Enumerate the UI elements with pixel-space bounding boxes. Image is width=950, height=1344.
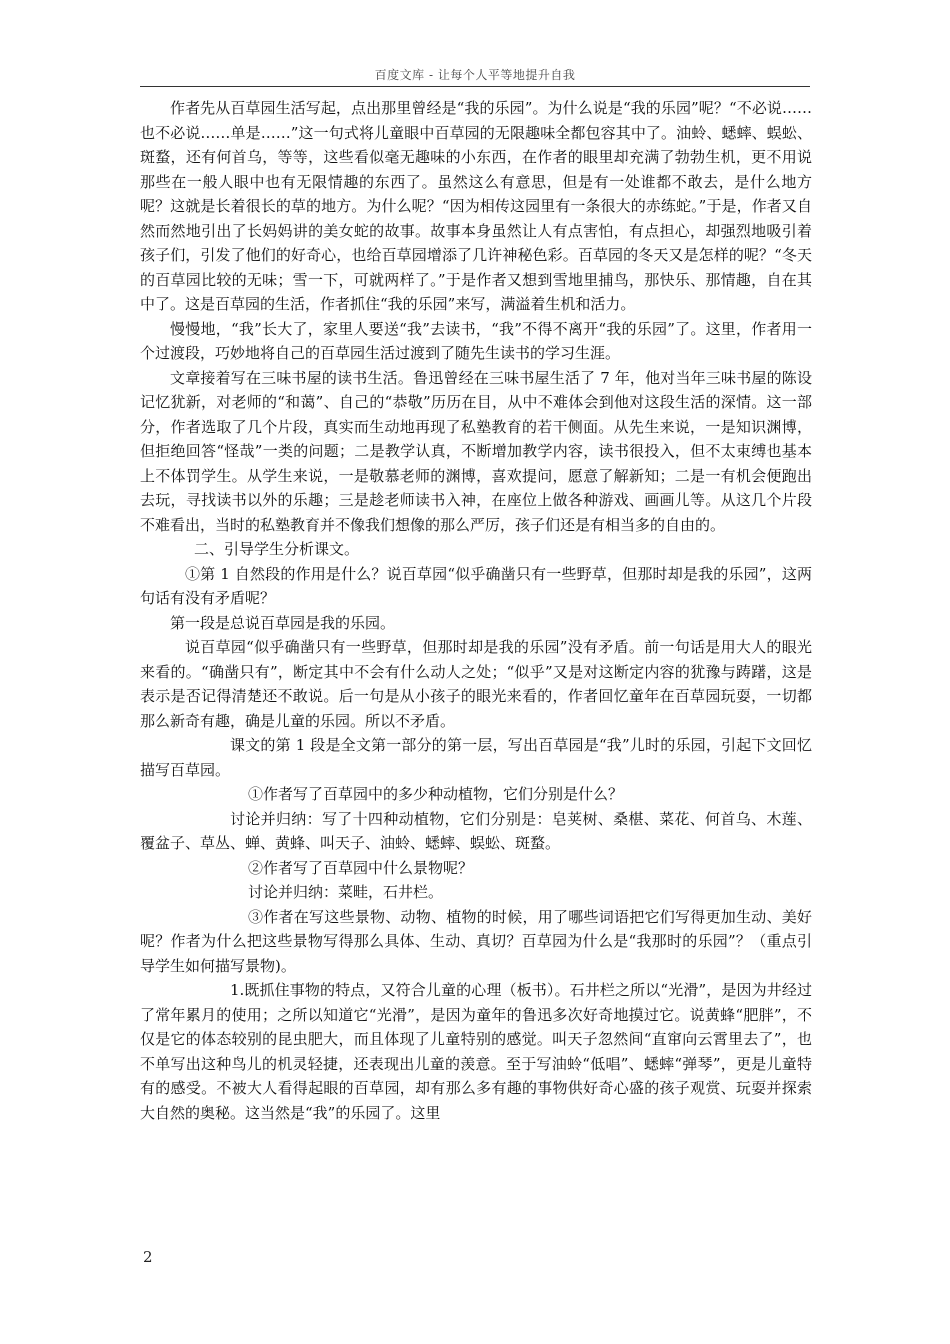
page-number: 2 (143, 1248, 153, 1266)
paragraph-first-section-role: 课文的第 1 段是全文第一部分的第一层，写出百草园是“我”儿时的乐园，引起下文回忆描写百草园。 (140, 736, 812, 779)
answer-1-detail: 说百草园“似乎确凿只有一些野草，但那时却是我的乐园”没有矛盾。前一句话是用大人的眼光来看的。“确凿只有”，断定其中不会有什么动人之处；“似乎”又是对这断定内容的犹豫与踌躇，这是表示是否记得清楚还不敢说。后一句是从小孩子的眼光来看的，作者回忆童年在百草园玩耍，一切都那么新奇有趣，确是儿童的乐园。所以不矛盾。 (140, 638, 812, 730)
answer-1-summary: 第一段是总说百草园是我的乐园。 (170, 613, 396, 632)
question-vivid-words: ③作者在写这些景物、动物、植物的时候，用了哪些词语把它们写得更加生动、美好呢？作者为什么把这些景物写得那么具体、生动、真切？百草园为什么是“我那时的乐园”？（重点引导学生如何描写景物)。 (140, 907, 812, 975)
paragraph-baicaoyuan-life: 作者先从百草园生活写起，点出那里曾经是“我的乐园”。为什么说是“我的乐园”呢？“不必说……也不必说……单是……”这一句式将儿童眼中百草园的无限趣味全都包容其中了。油蛉、蟋蟀、蜈蚣、斑蝥，还有何首乌，等等，这些看似毫无趣味的小东西，在作者的眼里却充满了勃勃生机，更不用说那些在一般人眼中也有无限情趣的东西了。虽然这么有意思，但是有一处谁都不敢去，是什么地方呢？这就是长着很长的草的地方。为什么呢？“因为相传这园里有一条很大的赤练蛇。”于是，作者又自然而然地引出了长妈妈讲的美女蛇的故事。故事本身虽然让人有点害怕，有点担心，却强烈地吸引着孩子们，引发了他们的好奇心，也给百草园增添了几许神秘色彩。百草园的冬天又是怎样的呢？“冬天的百草园比较的无味；雪一下，可就两样了。”于是作者又想到雪地里捕鸟，那快乐、那情趣，自在其中了。这是百草园的生活，作者抓住“我的乐园”来写，满溢着生机和活力。 (140, 99, 812, 313)
question-1: ①第 1 自然段的作用是什么？说百草园“似乎确凿只有一些野草，但那时却是我的乐园”，这两句话有没有矛盾呢？ (140, 564, 812, 607)
question-scenery: ②作者写了百草园中什么景物呢？ (248, 858, 474, 877)
header-divider (140, 86, 810, 87)
section-heading-analysis: 二、引导学生分析课文。 (194, 540, 360, 558)
paragraph-sanwei-study: 文章接着写在三味书屋的读书生活。鲁迅曾经在三味书屋生活了 7 年，他对当年三味书屋的陈设记忆犹新，对老师的“和蔼”、自己的“恭敬”历历在目，从中不难体会到他对这段生活的深情。这一部分，作者选取了几个片段，真实而生动地再现了私塾教育的若干侧面。从先生来说，一是知识渊博，但拒绝回答“怪哉”一类的问题；二是教学认真，不断增加教学内容，读书很投入，但不太束缚也基本上不体罚学生。从学生来说，一是敬慕老师的渊博，喜欢提问，愿意了解新知；二是一有机会便跑出去玩，寻找读书以外的乐趣；三是趁老师读书入神，在座位上做各种游戏、画画儿等。从这几个片段不难看出，当时的私塾教育并不像我们想像的那么严厉，孩子们还是有相当多的自由的。 (140, 368, 812, 534)
question-plants-animals: ①作者写了百草园中的多少种动植物，它们分别是什么？ (248, 785, 624, 803)
answer-vivid-words: 1.既抓住事物的特点，又符合儿童的心理（板书）。石井栏之所以“光滑”，是因为井经过了常年累月的使用；之所以知道它“光滑”，是因为童年的鲁迅多次好奇地摸过它。说黄蜂“肥胖”，不仅是它的体态较别的昆虫肥大，而且体现了儿童特别的感觉。叫天子忽然间“直窜向云霄里去了”，也不单写出这种鸟儿的机灵轻捷，还表现出儿童的羡意。至于写油蛉“低唱”、蟋蟀“弹琴”，更是儿童特有的感受。不被大人看得起眼的百草园，却有那么多有趣的事物供好奇心盛的孩子观赏、玩耍并探索大自然的奥秘。这当然是“我”的乐园了。这里 (140, 981, 812, 1122)
answer-scenery: 讨论并归纳：菜畦，石井栏。 (248, 883, 444, 901)
document-body (140, 96, 812, 1125)
page-header: 百度文库 - 让每个人平等地提升自我 (374, 68, 576, 82)
answer-plants-animals: 讨论并归纳：写了十四种动植物，它们分别是：皂荚树、桑椹、菜花、何首乌、木莲、覆盆子、草丛、蝉、黄蜂、叫天子、油蛉、蟋蟀、蜈蚣、斑蝥。 (140, 809, 812, 852)
paragraph-transition: 慢慢地，“我”长大了，家里人要送“我”去读书，“我”不得不离开“我的乐园”了。这里，作者用一个过渡段，巧妙地将自己的百草园生活过渡到了随先生读书的学习生涯。 (140, 319, 812, 362)
